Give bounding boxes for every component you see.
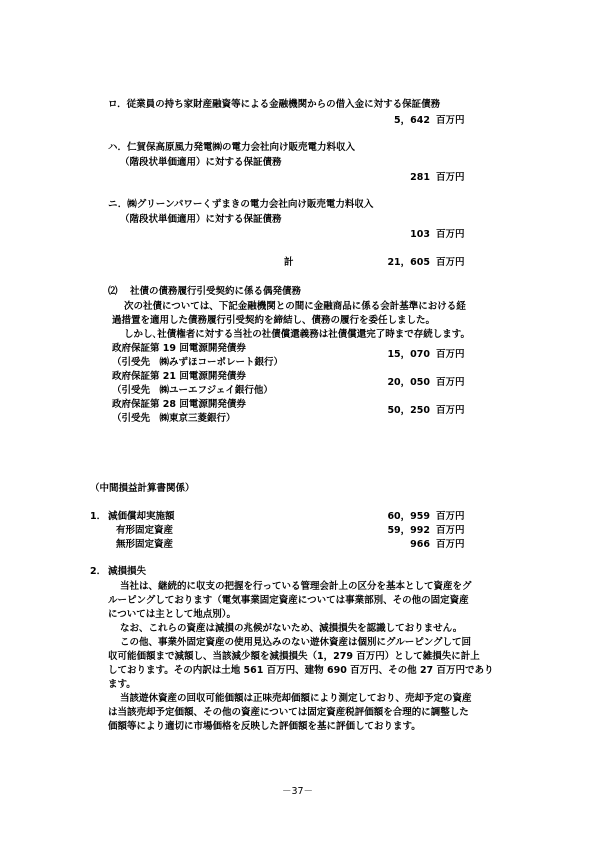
depreciation-label: 減価償却実施額 <box>108 511 175 522</box>
impairment-text-line: 価額等により適切に市場価格を反映した評価額を基に評価しております。 <box>108 721 421 732</box>
unit-label: 百万円 <box>436 511 465 522</box>
impairment-text-line: については主として地点別）。 <box>108 609 237 620</box>
impairment-number: 2． <box>90 566 107 577</box>
unit-label: 百万円 <box>436 257 465 268</box>
unit-label: 百万円 <box>436 539 465 550</box>
total-amount: 21，605 <box>387 257 430 268</box>
tangible-assets-amount: 59，992 <box>387 525 430 536</box>
intangible-assets-amount: 966 <box>410 539 430 550</box>
guarantee-ro-label: ロ．従業員の持ち家財産融資等による金融機関からの借入金に対する保証債務 <box>108 99 441 110</box>
impairment-title: 減損損失 <box>108 566 147 577</box>
bond-item-amount: 20，050 <box>387 377 430 388</box>
depreciation-number: 1． <box>90 511 107 522</box>
bond-item-name: 政府保証第 21 回電源開発債券 <box>112 371 246 382</box>
total-label: 計 <box>284 257 294 268</box>
page-number: －37－ <box>281 786 314 797</box>
bond-paragraph-1b: 過措置を適用した債務履行引受契約を締結し、債務の履行を委任しました。 <box>112 315 436 326</box>
depreciation-amount: 60，959 <box>387 511 430 522</box>
impairment-text-line: 当該遊休資産の回収可能価額は正味売却価額により測定しており、売却予定の資産 <box>120 693 472 704</box>
bond-title: 社債の債務履行引受契約に係る偶発債務 <box>130 286 302 297</box>
guarantee-ha-label: ハ．仁賀保高原風力発電㈱の電力会社向け販売電力料収入 <box>108 142 356 153</box>
bond-number: ⑵ <box>108 286 118 297</box>
bond-item-amount: 50，250 <box>387 405 430 416</box>
unit-label: 百万円 <box>436 525 465 536</box>
impairment-text-line: 当社は、継続的に収支の把握を行っている管理会計上の区分を基本として資産をグ <box>120 581 472 592</box>
bond-item-bank: （引受先 ㈱東京三菱銀行） <box>112 413 236 424</box>
intangible-assets-label: 無形固定資産 <box>116 539 174 550</box>
bond-item-amount: 15，070 <box>387 349 430 360</box>
bond-paragraph-2: しかし､社債権者に対する当社の社債償還義務は社債償還完了時まで存続します。 <box>124 329 470 340</box>
unit-label: 百万円 <box>436 172 465 183</box>
bond-item-bank: （引受先 ㈱みずほコーポレート銀行） <box>112 357 284 368</box>
unit-label: 百万円 <box>436 377 465 388</box>
impairment-text-line: しております。その内訳は土地 561 百万円、建物 690 百万円、その他 27 百万円であり <box>108 665 494 676</box>
guarantee-ni-sub: （階段状単価適用）に対する保証債務 <box>120 214 282 225</box>
guarantee-ro-amount: 5，642 <box>394 115 430 126</box>
unit-label: 百万円 <box>436 115 465 126</box>
unit-label: 百万円 <box>436 349 465 360</box>
impairment-text-line: は当該売却予定価額、その他の資産については固定資産税評価額を合理的に調整した <box>108 707 469 718</box>
impairment-text-line: 収可能価額まで減額し、当該減少額を減損損失（1，279 百万円）として雑損失に計上 <box>108 651 480 662</box>
bond-item-name: 政府保証第 19 回電源開発債券 <box>112 343 246 354</box>
guarantee-ha-amount: 281 <box>410 172 430 183</box>
bond-item-bank: （引受先 ㈱ユーエフジェイ銀行他） <box>112 385 273 396</box>
impairment-text-line: この他、事業外固定資産の使用見込みのない遊休資産は個別にグルーピングして回 <box>120 637 472 648</box>
impairment-text-line: ルーピングしております（電気事業固定資産については事業部別、その他の固定資産 <box>108 595 469 606</box>
impairment-text-line: なお、これらの資産は減損の兆候がないため、減損損失を認識しておりません。 <box>120 623 463 634</box>
unit-label: 百万円 <box>436 229 465 240</box>
guarantee-ha-sub: （階段状単価適用）に対する保証債務 <box>120 157 282 168</box>
tangible-assets-label: 有形固定資産 <box>116 525 174 536</box>
guarantee-ni-amount: 103 <box>410 229 430 240</box>
bond-item-name: 政府保証第 28 回電源開発債券 <box>112 399 246 410</box>
pl-heading: （中間損益計算書関係） <box>90 483 195 494</box>
unit-label: 百万円 <box>436 405 465 416</box>
guarantee-ni-label: ニ．㈱グリーンパワーくずまきの電力会社向け販売電力料収入 <box>108 199 374 210</box>
impairment-text-line: ます。 <box>108 679 136 690</box>
bond-paragraph-1a: 次の社債については、下記金融機関との間に金融商品に係る会計基準における経 <box>124 301 466 312</box>
